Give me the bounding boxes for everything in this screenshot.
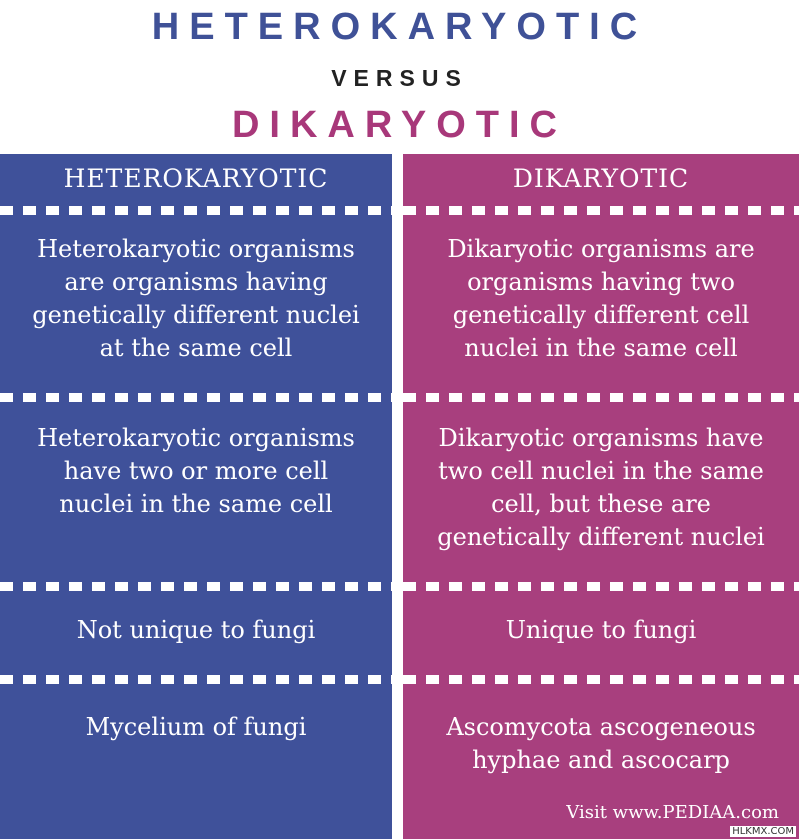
row-line: two cell nuclei in the same [438, 457, 764, 485]
row-separator [403, 675, 799, 684]
dikaryotic-column-header: DIKARYOTIC [512, 164, 690, 193]
dikaryotic-row-2 [403, 422, 799, 554]
row-separator [403, 206, 799, 215]
row-line: genetically different nuclei [437, 523, 765, 551]
dikaryotic-row-3 [403, 614, 799, 647]
row-line: nuclei in the same cell [464, 334, 738, 362]
row-separator [0, 582, 392, 591]
row-line: Ascomycota ascogeneous [446, 713, 756, 741]
row-line: Heterokaryotic organisms [37, 235, 355, 263]
title-dikaryotic: DIKARYOTIC [231, 104, 568, 146]
heterokaryotic-row-1 [0, 233, 392, 365]
row-separator [0, 393, 392, 402]
row-line: Dikaryotic organisms are [447, 235, 755, 263]
row-line: Not unique to fungi [76, 616, 316, 644]
row-line: Dikaryotic organisms have [438, 424, 764, 452]
row-line: hyphae and ascocarp [472, 746, 730, 774]
row-line: Unique to fungi [505, 616, 697, 644]
heterokaryotic-row-4 [0, 711, 392, 744]
heterokaryotic-row-2 [0, 422, 392, 521]
credit-watermark: HLKMX.COM [732, 826, 794, 837]
row-line: genetically different cell [452, 301, 750, 329]
row-line: at the same cell [99, 334, 293, 362]
row-line: are organisms having [64, 268, 328, 296]
heterokaryotic-row-3 [0, 614, 392, 647]
row-line: organisms having two [467, 268, 735, 296]
title-versus: VERSUS [331, 65, 468, 91]
row-separator [0, 675, 392, 684]
row-separator [0, 206, 392, 215]
row-line: Heterokaryotic organisms [37, 424, 355, 452]
dikaryotic-row-4 [403, 711, 799, 777]
row-line: genetically different nuclei [32, 301, 360, 329]
heterokaryotic-column-header: HETEROKARYOTIC [63, 164, 329, 193]
dikaryotic-row-1 [403, 233, 799, 365]
row-line: have two or more cell [63, 457, 329, 485]
row-line: Mycelium of fungi [85, 713, 307, 741]
row-line: cell, but these are [491, 490, 711, 518]
row-line: nuclei in the same cell [59, 490, 333, 518]
heterokaryotic-column [0, 154, 392, 839]
row-separator [403, 582, 799, 591]
source-watermark: Visit www.PEDIAA.com [566, 802, 779, 823]
row-separator [403, 393, 799, 402]
title-heterokaryotic: HETEROKARYOTIC [151, 6, 648, 48]
dikaryotic-column [403, 154, 799, 839]
